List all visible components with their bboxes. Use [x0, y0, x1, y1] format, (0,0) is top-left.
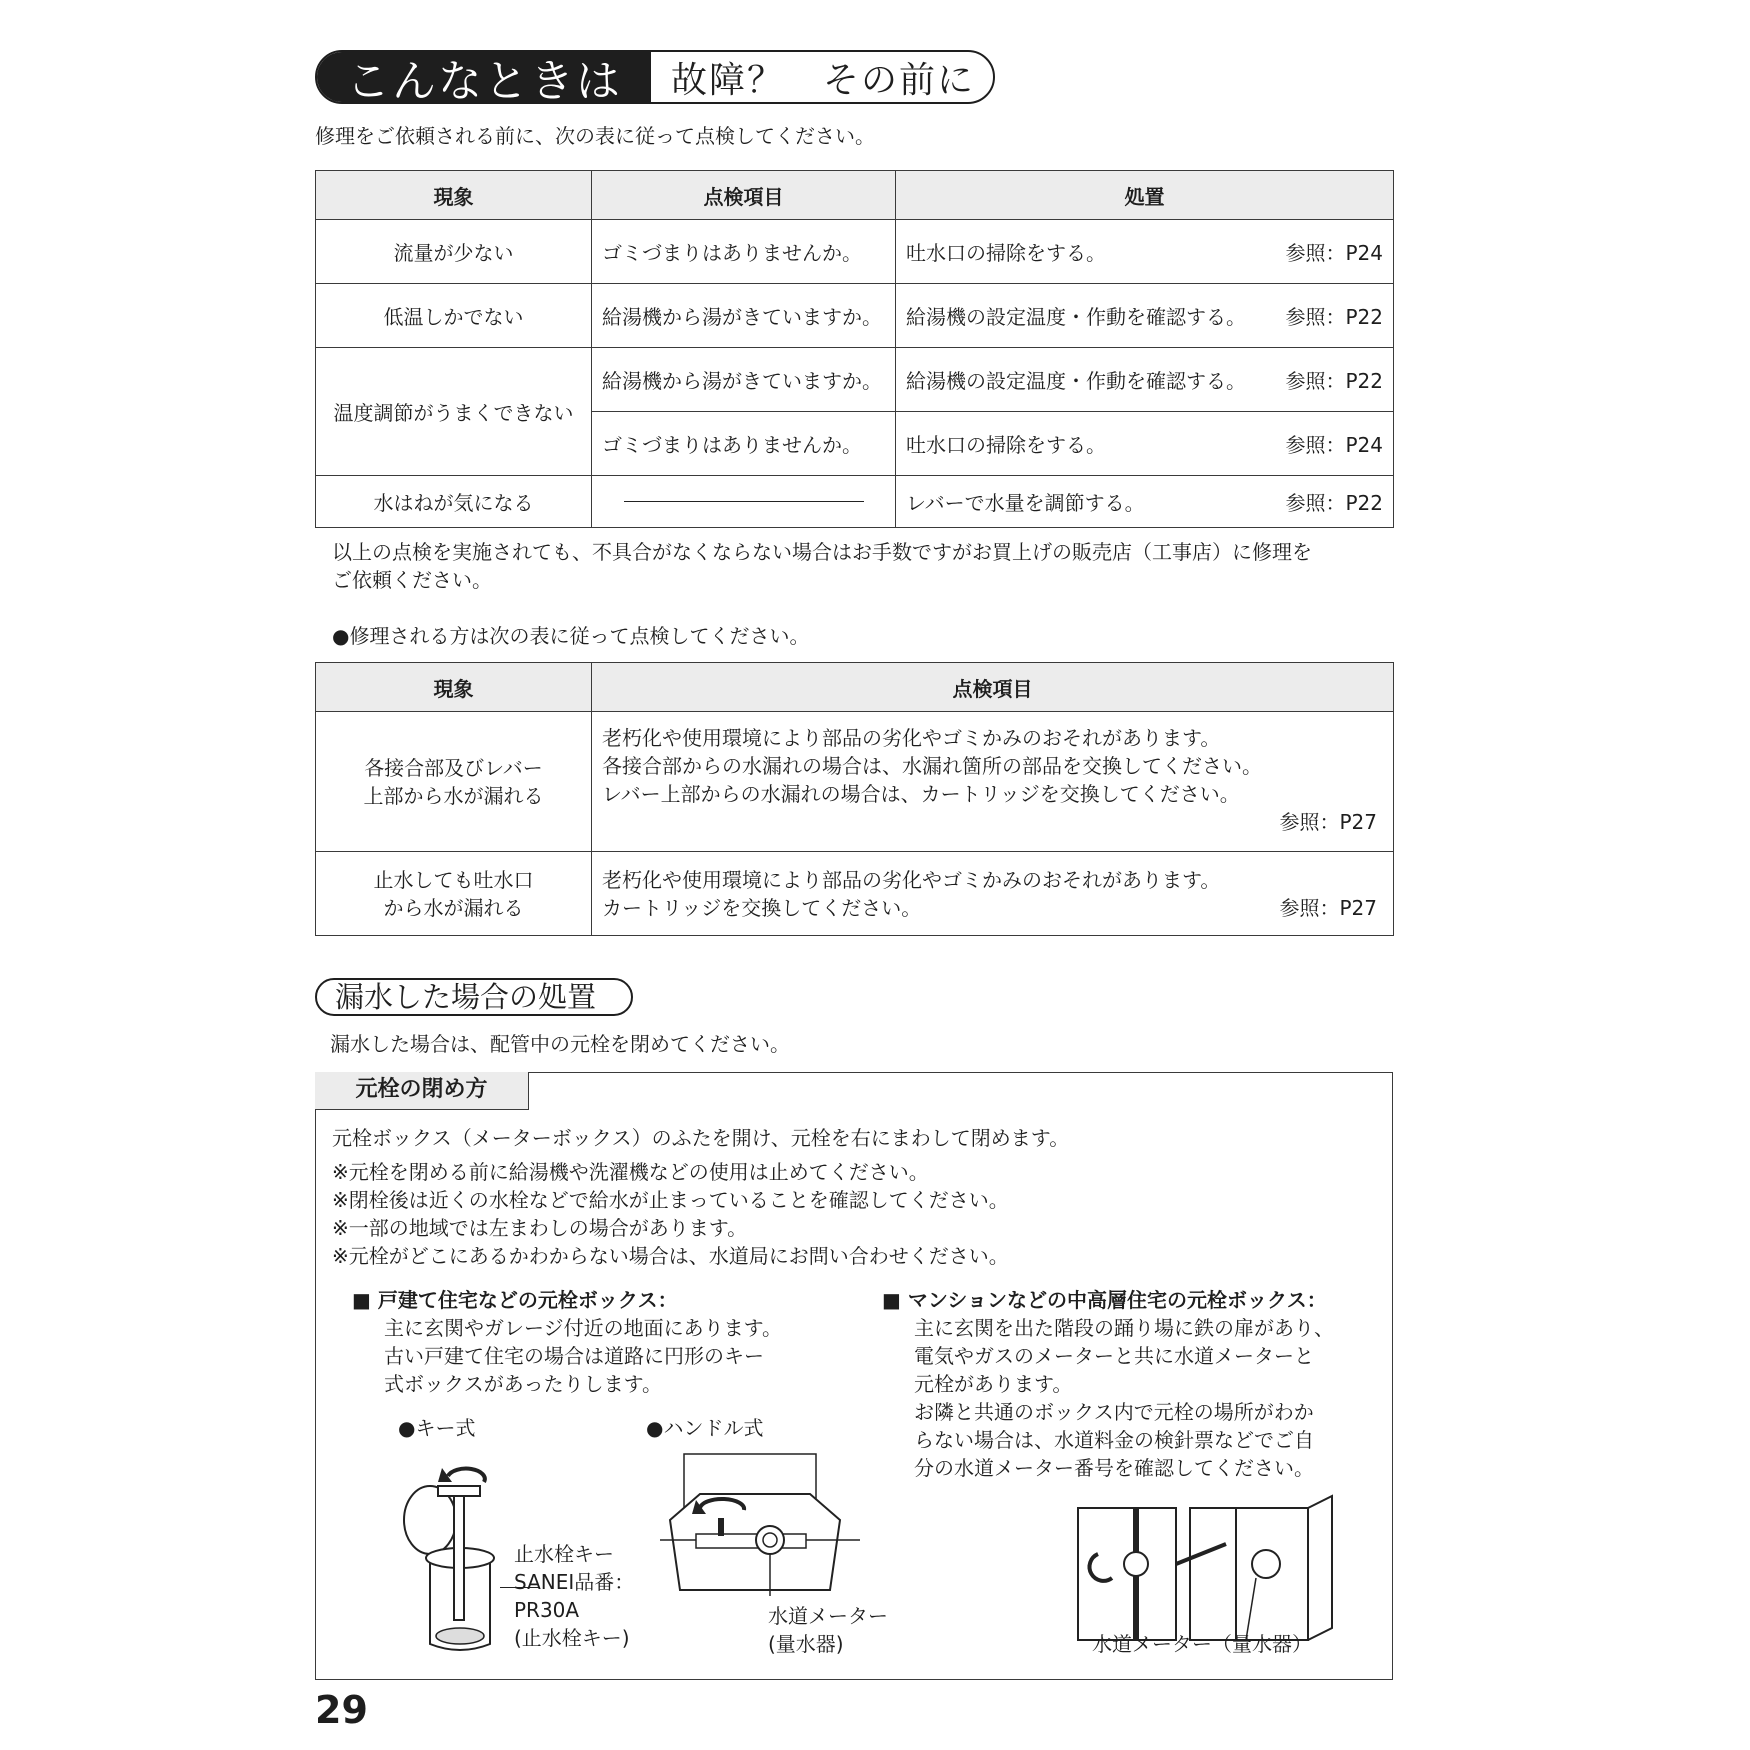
- handle-type-label: ●ハンドル式: [646, 1416, 764, 1440]
- col-header-symptom: 現象: [316, 663, 592, 712]
- key-label: 止水栓キー: [514, 1542, 614, 1566]
- shutoff-main: 元栓ボックス（メーターボックス）のふたを開け、元栓を右にまわして閉めます。: [332, 1126, 1070, 1150]
- ref-text: 参照：P27: [1279, 895, 1377, 920]
- mansion-text: らない場合は、水道料金の検針票などでご自: [914, 1428, 1314, 1452]
- key-type-label: ●キー式: [398, 1416, 476, 1440]
- table-row: 止水しても吐水口 から水が漏れる 老朽化や使用環境により部品の劣化やゴミかみのおそれがあります。 カートリッジを交換してください。 参照：P27: [316, 852, 1394, 936]
- col-header-action: 処置: [896, 171, 1394, 220]
- meter-label: (量水器): [768, 1632, 844, 1656]
- after-table-note-2: ご依頼ください。: [332, 568, 492, 592]
- ref-text: 参照：P22: [1285, 491, 1383, 515]
- repair-note: ●修理される方は次の表に従って点検してください。: [332, 624, 810, 648]
- key-label: PR30A: [514, 1598, 580, 1622]
- ref-text: 参照：P27: [1279, 810, 1377, 834]
- house-text: 式ボックスがあったりします。: [384, 1372, 662, 1396]
- intro-text: 修理をご依頼される前に、次の表に従って点検してください。: [315, 124, 875, 148]
- house-heading: ■ 戸建て住宅などの元栓ボックス：: [352, 1288, 678, 1312]
- mansion-meter-label: 水道メーター（量水器）: [1092, 1632, 1312, 1656]
- page-title: [315, 50, 995, 104]
- table-row: 各接合部及びレバー 上部から水が漏れる 老朽化や使用環境により部品の劣化やゴミかみのおそれがあります。 各接合部からの水漏れの場合は、水漏れ箇所の部品を交換してください。 レバー上部からの水漏れの場合は、カートリッジを交換してください。 参照：P27: [316, 712, 1394, 852]
- after-table-note-1: 以上の点検を実施されても、不具合がなくならない場合はお手数ですがお買上げの販売店（工事店）に修理を: [332, 540, 1312, 564]
- mansion-text: 分の水道メーター番号を確認してください。: [914, 1456, 1314, 1480]
- mansion-text: 電気やガスのメーターと共に水道メーターと: [914, 1344, 1314, 1368]
- house-text: 古い戸建て住宅の場合は道路に円形のキー: [384, 1344, 764, 1368]
- table-row: 低温しかでない 給湯機から湯がきていますか。 給湯機の設定温度・作動を確認する。 参照：P22: [316, 284, 1394, 348]
- ref-text: 参照：P22: [1285, 369, 1383, 393]
- table-row: 水はねが気になる レバーで水量を調節する。 参照：P22: [316, 476, 1394, 528]
- col-header-check: 点検項目: [592, 663, 1394, 712]
- shutoff-note: ※元栓がどこにあるかわからない場合は、水道局にお問い合わせください。: [332, 1244, 1009, 1268]
- key-label: SANEI品番：: [514, 1570, 635, 1594]
- leak-intro: 漏水した場合は、配管中の元栓を閉めてください。: [330, 1032, 790, 1056]
- repair-table: [315, 662, 1394, 936]
- house-text: 主に玄関やガレージ付近の地面にあります。: [384, 1316, 782, 1340]
- page-number: 29: [315, 1688, 368, 1732]
- mansion-text: 主に玄関を出た階段の踊り場に鉄の扉があり、: [914, 1316, 1334, 1340]
- leak-section-title: 漏水した場合の処置: [315, 978, 633, 1016]
- table-row: ゴミづまりはありませんか。 吐水口の掃除をする。 参照：P24: [316, 412, 1394, 476]
- shutoff-note: ※一部の地域では左まわしの場合があります。: [332, 1216, 748, 1240]
- mansion-text: 元栓があります。: [914, 1372, 1073, 1396]
- title-light: 故障？ その前に: [671, 59, 976, 101]
- mansion-text: お隣と共通のボックス内で元栓の場所がわか: [914, 1400, 1314, 1424]
- table-row: 温度調節がうまくできない 給湯機から湯がきていますか。 給湯機の設定温度・作動を確認する。 参照：P22: [316, 348, 1394, 412]
- col-header-symptom: 現象: [316, 171, 592, 220]
- ref-text: 参照：P22: [1285, 305, 1383, 329]
- dash-line: [624, 501, 864, 502]
- col-header-check: 点検項目: [592, 171, 896, 220]
- troubleshoot-table: [315, 170, 1394, 528]
- key-box-illustration: [390, 1460, 530, 1660]
- mansion-box-illustration: [1076, 1494, 1336, 1644]
- handle-box-illustration: [660, 1450, 860, 1600]
- mansion-heading: ■ マンションなどの中高層住宅の元栓ボックス：: [882, 1288, 1327, 1312]
- shutoff-box-title: 元栓の閉め方: [315, 1072, 529, 1110]
- ref-text: 参照：P24: [1285, 433, 1383, 457]
- key-label: (止水栓キー): [514, 1626, 630, 1650]
- meter-label: 水道メーター: [768, 1604, 888, 1628]
- table-row: 流量が少ない ゴミづまりはありませんか。 吐水口の掃除をする。 参照：P24: [316, 220, 1394, 284]
- ref-text: 参照：P24: [1285, 241, 1383, 265]
- shutoff-note: ※閉栓後は近くの水栓などで給水が止まっていることを確認してください。: [332, 1188, 1009, 1212]
- shutoff-note: ※元栓を閉める前に給湯機や洗濯機などの使用は止めてください。: [332, 1160, 929, 1184]
- title-dark: こんなときは: [317, 52, 651, 102]
